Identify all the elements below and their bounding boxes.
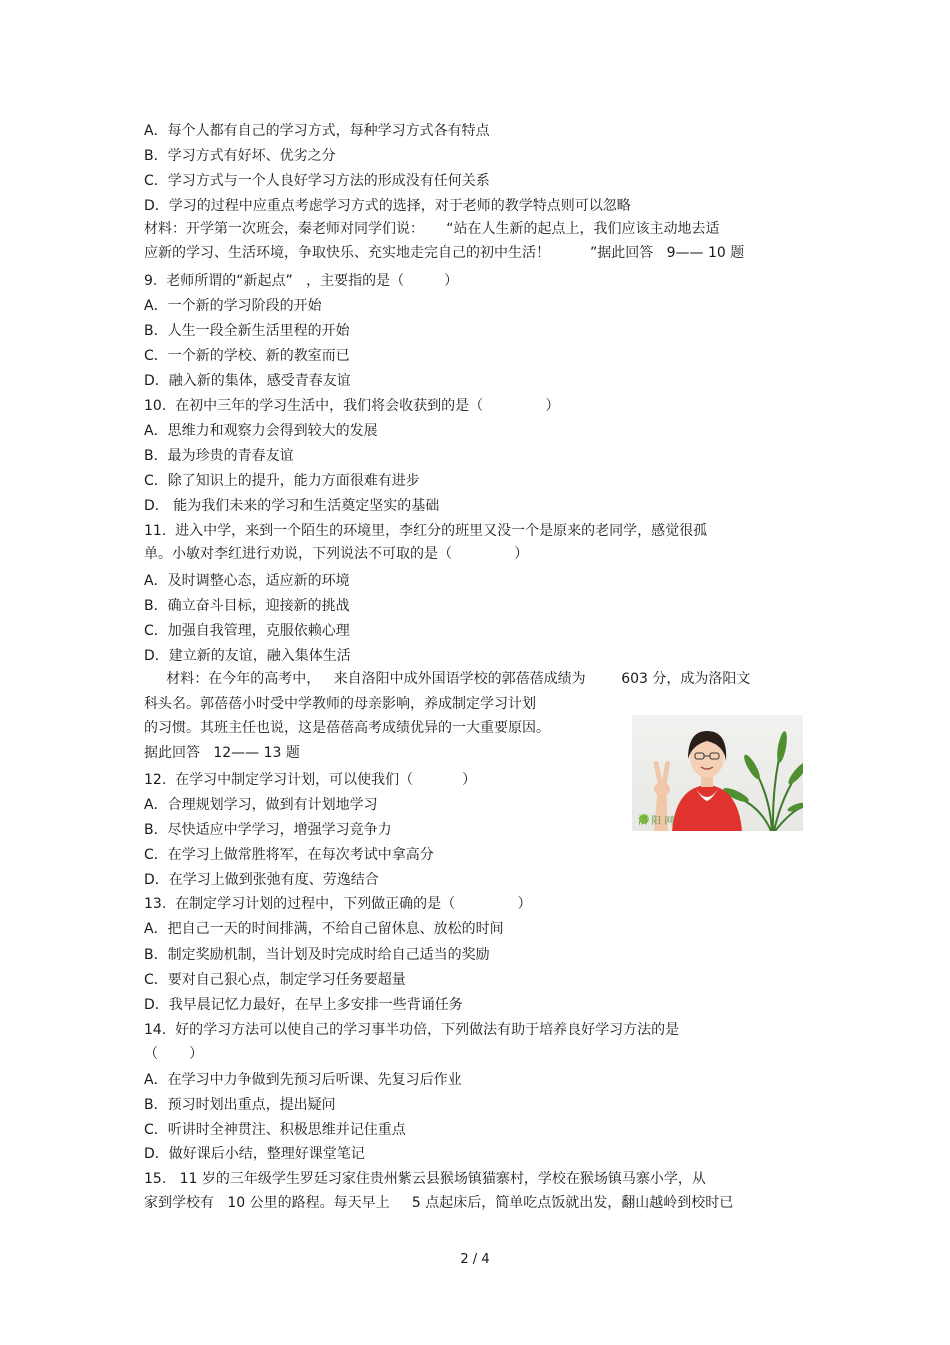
text-line: B．最为珍贵的青春友谊 [144,448,294,464]
text-line: C．听讲时全神贯注、积极思维并记住重点 [144,1122,406,1138]
text-line: C．一个新的学校、新的教室而已 [144,348,350,364]
text-line: A．合理规划学习，做到有计划地学习 [144,797,378,813]
text-line: A．及时调整心态，适应新的环境 [144,573,350,589]
text-line: B．人生一段全新生活里程的开始 [144,323,350,339]
text-line: 9. 老师所谓的“新起点” ，主要指的是（ ） [144,273,459,289]
text-line: B．确立奋斗目标，迎接新的挑战 [144,598,350,614]
text-line: D．在学习上做到张弛有度、劳逸结合 [144,872,379,888]
text-line: A．每个人都有自己的学习方式，每种学习方式各有特点 [144,123,490,139]
text-line: D．做好课后小结，整理好课堂笔记 [144,1146,365,1162]
text-line: D．融入新的集体，感受青春友谊 [144,373,351,389]
text-line: B．学习方式有好坏、优劣之分 [144,148,336,164]
text-line: 11. 进入中学，来到一个陌生的环境里，李红分的班里又没一个是原来的老同学，感觉很孤 [144,523,708,539]
text-line: B．制定奖励机制，当计划及时完成时给自己适当的奖励 [144,947,490,963]
text-line: （ ） [144,1046,204,1062]
text-line: D．建立新的友谊，融入集体生活 [144,648,351,664]
text-line: 科头名。郭蓓蓓小时受中学教师的母亲影响，养成制定学习计划 [144,696,536,712]
text-line: 的习惯。其班主任也说，这是蓓蓓高考成绩优异的一大重要原因。 [144,720,550,736]
text-line: 应新的学习、生活环境，争取快乐、充实地走完自己的初中生活！ ”据此回答 9—— 10 题 [144,245,745,261]
text-line: 13. 在制定学习计划的过程中，下列做正确的是（ ） [144,896,532,912]
text-line: 据此回答 12—— 13 题 [144,745,300,761]
text-line: C．要对自己狠心点，制定学习任务要超量 [144,972,406,988]
page-number: 2 / 4 [460,1252,490,1267]
text-line: A．思维力和观察力会得到较大的发展 [144,423,378,439]
watermark: 洛 阳 网 [638,816,675,827]
text-line: D．学习的过程中应重点考虑学习方式的选择，对于老师的教学特点则可以忽略 [144,198,631,214]
text-line: A．一个新的学习阶段的开始 [144,298,322,314]
text-line: 15. 11 岁的三年级学生罗廷习家住贵州紫云县猴场镇猫寨村，学校在猴场镇马寨小学，从 [144,1171,706,1187]
text-line: 单。小敏对李红进行劝说，下列说法不可取的是（ ） [144,546,529,562]
text-line: 家到学校有 10 公里的路程。每天早上 5 点起床后，简单吃点饭就出发，翻山越岭到校时已 [144,1195,734,1211]
text-line: C．加强自我管理，克服依赖心理 [144,623,350,639]
text-line: A．在学习中力争做到先预习后听课、先复习后作业 [144,1072,462,1088]
text-line: C．除了知识上的提升，能力方面很难有进步 [144,473,420,489]
text-line: 14. 好的学习方法可以使自己的学习事半功倍，下列做法有助于培养良好学习方法的是 [144,1022,680,1038]
text-line: B．尽快适应中学学习，增强学习竞争力 [144,822,392,838]
text-line: 材料：在今年的高考中， 来自洛阳中成外国语学校的郭蓓蓓成绩为 603 分，成为洛阳文 [144,671,751,687]
text-line: C．在学习上做常胜将军，在每次考试中拿高分 [144,847,434,863]
text-line: C．学习方式与一个人良好学习方法的形成没有任何关系 [144,173,490,189]
text-line: D． 能为我们未来的学习和生活奠定坚实的基础 [144,498,440,514]
text-line: B．预习时划出重点，提出疑问 [144,1097,336,1113]
text-line: D．我早晨记忆力最好，在早上多安排一些背诵任务 [144,997,463,1013]
student-photo [632,715,803,831]
text-line: 12. 在学习中制定学习计划，可以使我们（ ） [144,772,477,788]
text-line: 材料：开学第一次班会，秦老师对同学们说： “站在人生新的起点上，我们应该主动地去适 [144,221,720,237]
text-line: 10. 在初中三年的学习生活中，我们将会收获到的是（ ） [144,398,560,414]
text-line: A．把自己一天的时间排满，不给自己留休息、放松的时间 [144,921,504,937]
